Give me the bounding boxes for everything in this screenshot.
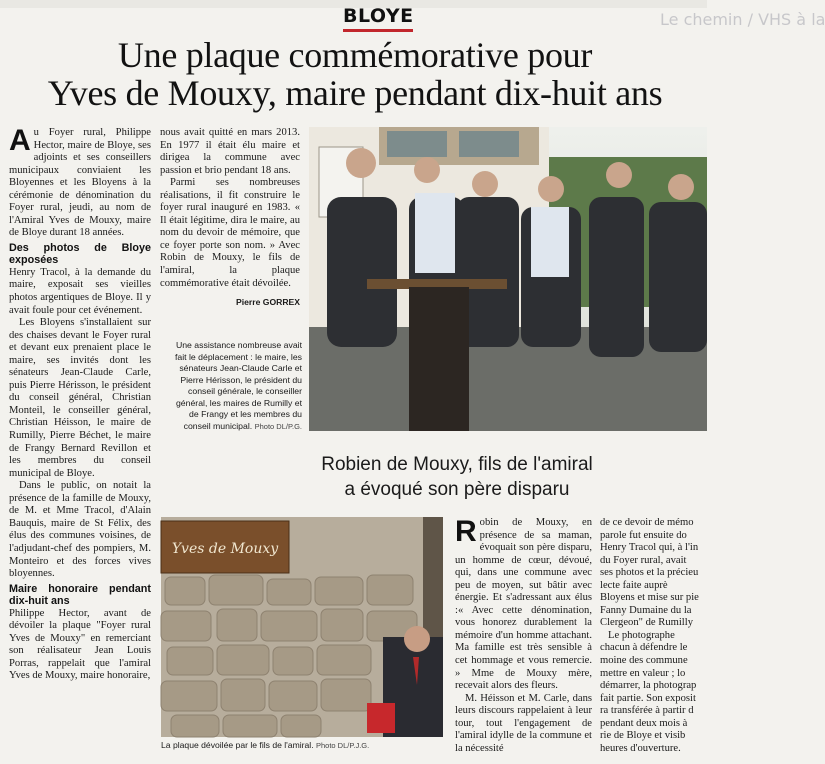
subarticle-headline [292, 452, 622, 502]
photo-caption-1: Une assistance nombreuse avait fait le déplacement : le maire, les sénateurs Jean-Claude Carle et Pierre Hérisson, le président du conseil générale, le conseiller général, les maires de Rumilly et de Frangy et les membres du conseil municipal. Photo DL/P.G. [175, 340, 302, 431]
plaque-photo [161, 517, 443, 737]
paragraph: M. Héisson et M. Carle, dans leurs discours rappelaient à leur tour, tout l'engagement de l'amiral idylle de la commune et la nécessité [455, 692, 592, 754]
subhead-photos: Des photos de Bloye exposées [9, 241, 151, 267]
col4-line: chacun à défendre le [600, 642, 688, 654]
col4-line: Le photographe [608, 629, 675, 641]
photo-credit: Photo DL/P.J.G. [316, 741, 370, 750]
subarticle-column-1 [455, 517, 592, 755]
col4-line: pendant deux mois à [600, 717, 688, 729]
section-kicker: BLOYE [343, 5, 413, 32]
photo-caption-2: La plaque dévoilée par le fils de l'amiral. Photo DL/P.J.G. [161, 740, 370, 750]
col4-line: Bloyens et mise sur pie [600, 592, 699, 604]
col4-line: mettre en valeur ; lo [600, 667, 686, 679]
paragraph: Les Bloyens s'installaient sur des chaises devant le Foyer rural et devant eux prenaient place le maire, ses invités dont les sénateurs Jean-Claude Carle, puis Pierre Hérisson, le président du conseil général, Christian Monteil, le conseiller général, Christian Héisson, le maire de Rumilly, Pierre Béchet, le maire de Frangy Bernard Revillon et les membres du conseil municipal de Bloye. [9, 317, 151, 479]
intro-paragraph: Au Foyer rural, Philippe Hector, maire de Bloye, ses adjoints et ses conseillers municipaux conviaient les Bloyennes et les Bloyens à la cérémonie de dénomination du Foyer rural, jeudi, au nom de l'Amiral Yves de Mouxy, maire de Bloye durant 18 années. [9, 124, 151, 239]
col4-line: du Foyer rural, avait [600, 554, 687, 566]
paragraph: Robin de Mouxy, en présence de sa maman, évoquait son père disparu, un homme de cœur, dévoué, qui, dans une commune avec peu de moyen, sut bâtir avec énergie. Et s'adressant aux élus :« Avec cette dénomination, vous honorez durablement la mémoire d'un homme attachant. Ma famille est très sensible à cet hommage et vous remercie. » Mme de Mouxy mère, recevait alors des fleurs. [455, 515, 592, 692]
subhead-maire: Maire honoraire pendant dix-huit ans [9, 582, 151, 608]
col4-line: ra transférée à partir d [600, 705, 694, 717]
headline-line-1: Une plaque commémorative pour [117, 35, 593, 75]
paragraph: Henry Tracol, à la demande du maire, exposait ses vieilles photos argentiques de Bloye. Il y avait foule pour cet événement. [9, 266, 151, 316]
col4-line: moine des commune [600, 655, 688, 667]
author-signature: Pierre GORREX [236, 297, 300, 308]
plaque-photo-illustration [161, 517, 443, 737]
ceremony-photo [309, 127, 707, 431]
col4-line: rie de Bloye et visib [600, 730, 686, 742]
adjacent-article-bleed: Le chemin / VHS à la [660, 10, 825, 29]
ceremony-photo-illustration [309, 127, 707, 431]
headline-line-2: Yves de Mouxy, maire pendant dix-huit ans [47, 73, 663, 113]
col4-line: parole fut ensuite do [600, 529, 687, 541]
col4-line: Fanny Dumaine du la [600, 604, 692, 616]
photo-credit: Photo DL/P.G. [254, 421, 302, 431]
article-column-1 [9, 124, 151, 683]
drop-cap: A [9, 124, 31, 157]
paragraph: Parmi ses nombreuses réalisations, il fit construire le foyer rural inauguré en 1983. « Il était légitime, dira le maire, au nom du devoir de mémoire, que ce foyer porte son nom. » Avec Robin de Mouxy, le fils de l'amiral, la plaque commémorative était dévoilée. [160, 177, 300, 289]
col4-line: démarrer, la photograp [600, 680, 697, 692]
subarticle-column-2 [600, 517, 707, 755]
article-column-2 [160, 127, 300, 309]
plaque-sign-text: Yves de Mouxy [171, 541, 279, 557]
paragraph: Dans le public, on notait la présence de la famille de Mouxy, de M. et Mme Tracol, d'Alain Bauquis, maire de St Félix, des élus des communes voisines, de l'adjudant-chef des pompiers, M. Monteiro et des forces vives bloyennes. [9, 480, 151, 580]
col4-line: de ce devoir de mémo [600, 517, 694, 528]
col4-line: ses photos et la précieu [600, 567, 699, 579]
col4-line: fait partie. Son exposit [600, 692, 696, 704]
col4-line: heures d'ouverture. [600, 742, 681, 754]
paragraph: nous avait quitté en mars 2013. En 1977 il était élu maire et dirigea la commune avec passion et brio pendant 18 ans. [160, 127, 300, 176]
subhead-line-2: a évoqué son père disparu [344, 479, 570, 500]
subhead-line-1: Robien de Mouxy, fils de l'amiral [321, 454, 593, 475]
col4-line: Clergeon" de Rumilly [600, 617, 693, 629]
col4-line: lecte faite auprè [600, 579, 668, 591]
article-headline [40, 36, 670, 112]
paragraph: Philippe Hector, avant de dévoiler la plaque "Foyer rural Yves de Mouxy" en remerciant son réalisateur Jean Louis Porras, rappelait que l'amiral Yves de Mouxy, maire honoraire, [9, 607, 151, 682]
col4-line: Henry Tracol qui, à l'in [600, 542, 699, 554]
drop-cap: R [455, 515, 477, 548]
